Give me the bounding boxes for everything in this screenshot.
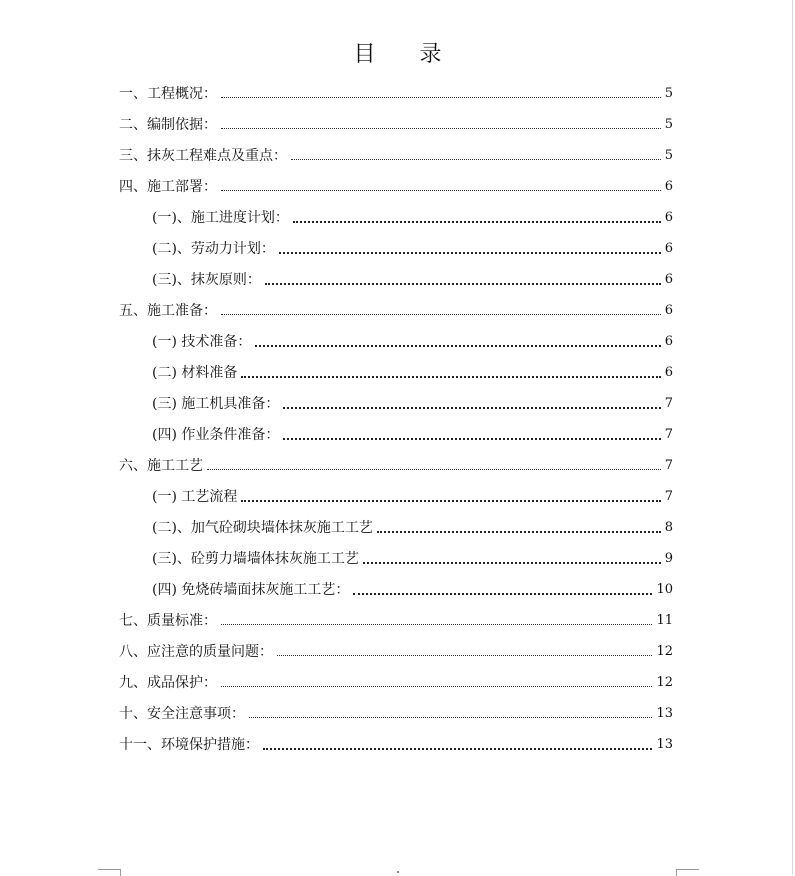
toc-entry-label: 七、质量标准： <box>119 613 217 629</box>
toc-entry[interactable] <box>152 326 673 350</box>
toc-entry-label: (四) 免烧砖墙面抹灰施工工艺： <box>152 582 350 598</box>
toc-entry[interactable] <box>119 636 673 660</box>
toc-entry-label: 三、抹灰工程难点及重点： <box>119 148 287 164</box>
toc-entry[interactable] <box>152 202 673 226</box>
toc-leader <box>363 561 661 564</box>
toc-entry-page: 6 <box>664 365 673 380</box>
toc-entry-label: 十、安全注意事项： <box>119 706 245 722</box>
toc-entry-label: 九、成品保护： <box>119 675 217 691</box>
toc-leader <box>255 344 660 347</box>
toc-entry-label: (二) 材料准备 <box>152 365 238 381</box>
toc-leader <box>221 685 652 687</box>
toc-entry-label: 一、工程概况： <box>119 86 217 102</box>
toc-leader <box>241 499 660 502</box>
toc-leader <box>221 127 661 129</box>
toc-entry[interactable] <box>152 574 673 598</box>
toc-entry-label: (二)、劳动力计划： <box>152 241 275 257</box>
toc-entry-page: 6 <box>664 179 673 194</box>
toc-entry-label: (三) 施工机具准备： <box>152 396 280 412</box>
toc-entry[interactable] <box>119 140 673 164</box>
toc-leader <box>279 251 661 254</box>
toc-entry-page: 10 <box>656 582 673 597</box>
page-center-mark <box>397 871 399 873</box>
toc-entry[interactable] <box>152 512 673 536</box>
toc-entry-page: 7 <box>664 489 673 504</box>
toc-leader <box>283 406 660 409</box>
toc-entry-page: 5 <box>664 148 673 163</box>
toc-entry[interactable] <box>119 450 673 474</box>
toc-entry[interactable] <box>119 729 673 753</box>
toc-entry-label: (四) 作业条件准备： <box>152 427 280 443</box>
toc-leader <box>265 282 661 285</box>
toc-entry[interactable] <box>119 171 673 195</box>
toc-entry-page: 11 <box>656 613 673 628</box>
toc-entry-label: 二、编制依据： <box>119 117 217 133</box>
toc-entry-page: 6 <box>664 303 673 318</box>
toc-entry[interactable] <box>119 698 673 722</box>
toc-leader <box>353 592 652 595</box>
toc-entry-page: 6 <box>664 334 673 349</box>
toc-leader <box>221 623 652 625</box>
toc-entry-page: 5 <box>664 86 673 101</box>
toc-entry-label: (二)、加气砼砌块墙体抹灰施工工艺 <box>152 520 373 536</box>
toc-entry[interactable] <box>152 233 673 257</box>
toc-leader <box>293 220 661 223</box>
toc-leader <box>249 716 652 718</box>
toc-leader <box>291 158 661 160</box>
toc-entry[interactable] <box>152 481 673 505</box>
toc-leader <box>221 189 661 191</box>
toc-entry[interactable] <box>152 264 673 288</box>
toc-leader <box>241 375 660 378</box>
toc-leader <box>283 437 660 440</box>
toc-entry-page: 13 <box>656 706 673 721</box>
toc-entry-page: 8 <box>664 520 673 535</box>
toc-entry-label: (一) 工艺流程 <box>152 489 238 505</box>
toc-entry-label: 六、施工工艺 <box>119 458 203 474</box>
toc-entry-label: (三)、抹灰原则： <box>152 272 261 288</box>
toc-entry-label: (三)、砼剪力墙墙体抹灰施工工艺 <box>152 551 359 567</box>
toc-leader <box>277 654 652 656</box>
toc-leader <box>263 747 652 750</box>
toc-title: 目 录 <box>353 42 442 67</box>
toc-entry-page: 6 <box>664 210 673 225</box>
toc-entry-page: 7 <box>664 396 673 411</box>
toc-entry-label: 四、施工部署： <box>119 179 217 195</box>
toc-entry-label: (一)、施工进度计划： <box>152 210 289 226</box>
toc-entry[interactable] <box>152 388 673 412</box>
toc-entry[interactable] <box>119 109 673 133</box>
toc-entry-page: 12 <box>656 675 673 690</box>
toc-entry[interactable] <box>119 78 673 102</box>
toc-leader <box>221 96 661 98</box>
toc-entry[interactable] <box>119 667 673 691</box>
toc-entry-page: 12 <box>656 644 673 659</box>
toc-entry-label: 八、应注意的质量问题： <box>119 644 273 660</box>
toc-entry-page: 7 <box>664 427 673 442</box>
page-edge <box>792 0 793 875</box>
toc-entry[interactable] <box>152 357 673 381</box>
toc-leader <box>207 468 661 470</box>
toc-entry-page: 6 <box>664 272 673 287</box>
toc-entry[interactable] <box>152 419 673 443</box>
toc-entry-page: 13 <box>656 737 673 752</box>
toc-entry-label: 五、施工准备： <box>119 303 217 319</box>
toc-entry-page: 6 <box>664 241 673 256</box>
toc-entry-page: 7 <box>664 458 673 473</box>
toc-entry-label: (一) 技术准备： <box>152 334 252 350</box>
toc-entry-page: 9 <box>664 551 673 566</box>
toc-leader <box>377 530 661 533</box>
toc-entry[interactable] <box>152 543 673 567</box>
toc-entry[interactable] <box>119 295 673 319</box>
toc-leader <box>221 313 661 315</box>
toc-entry-page: 5 <box>664 117 673 132</box>
toc-entry[interactable] <box>119 605 673 629</box>
toc-entry-label: 十一、环境保护措施： <box>119 737 259 753</box>
